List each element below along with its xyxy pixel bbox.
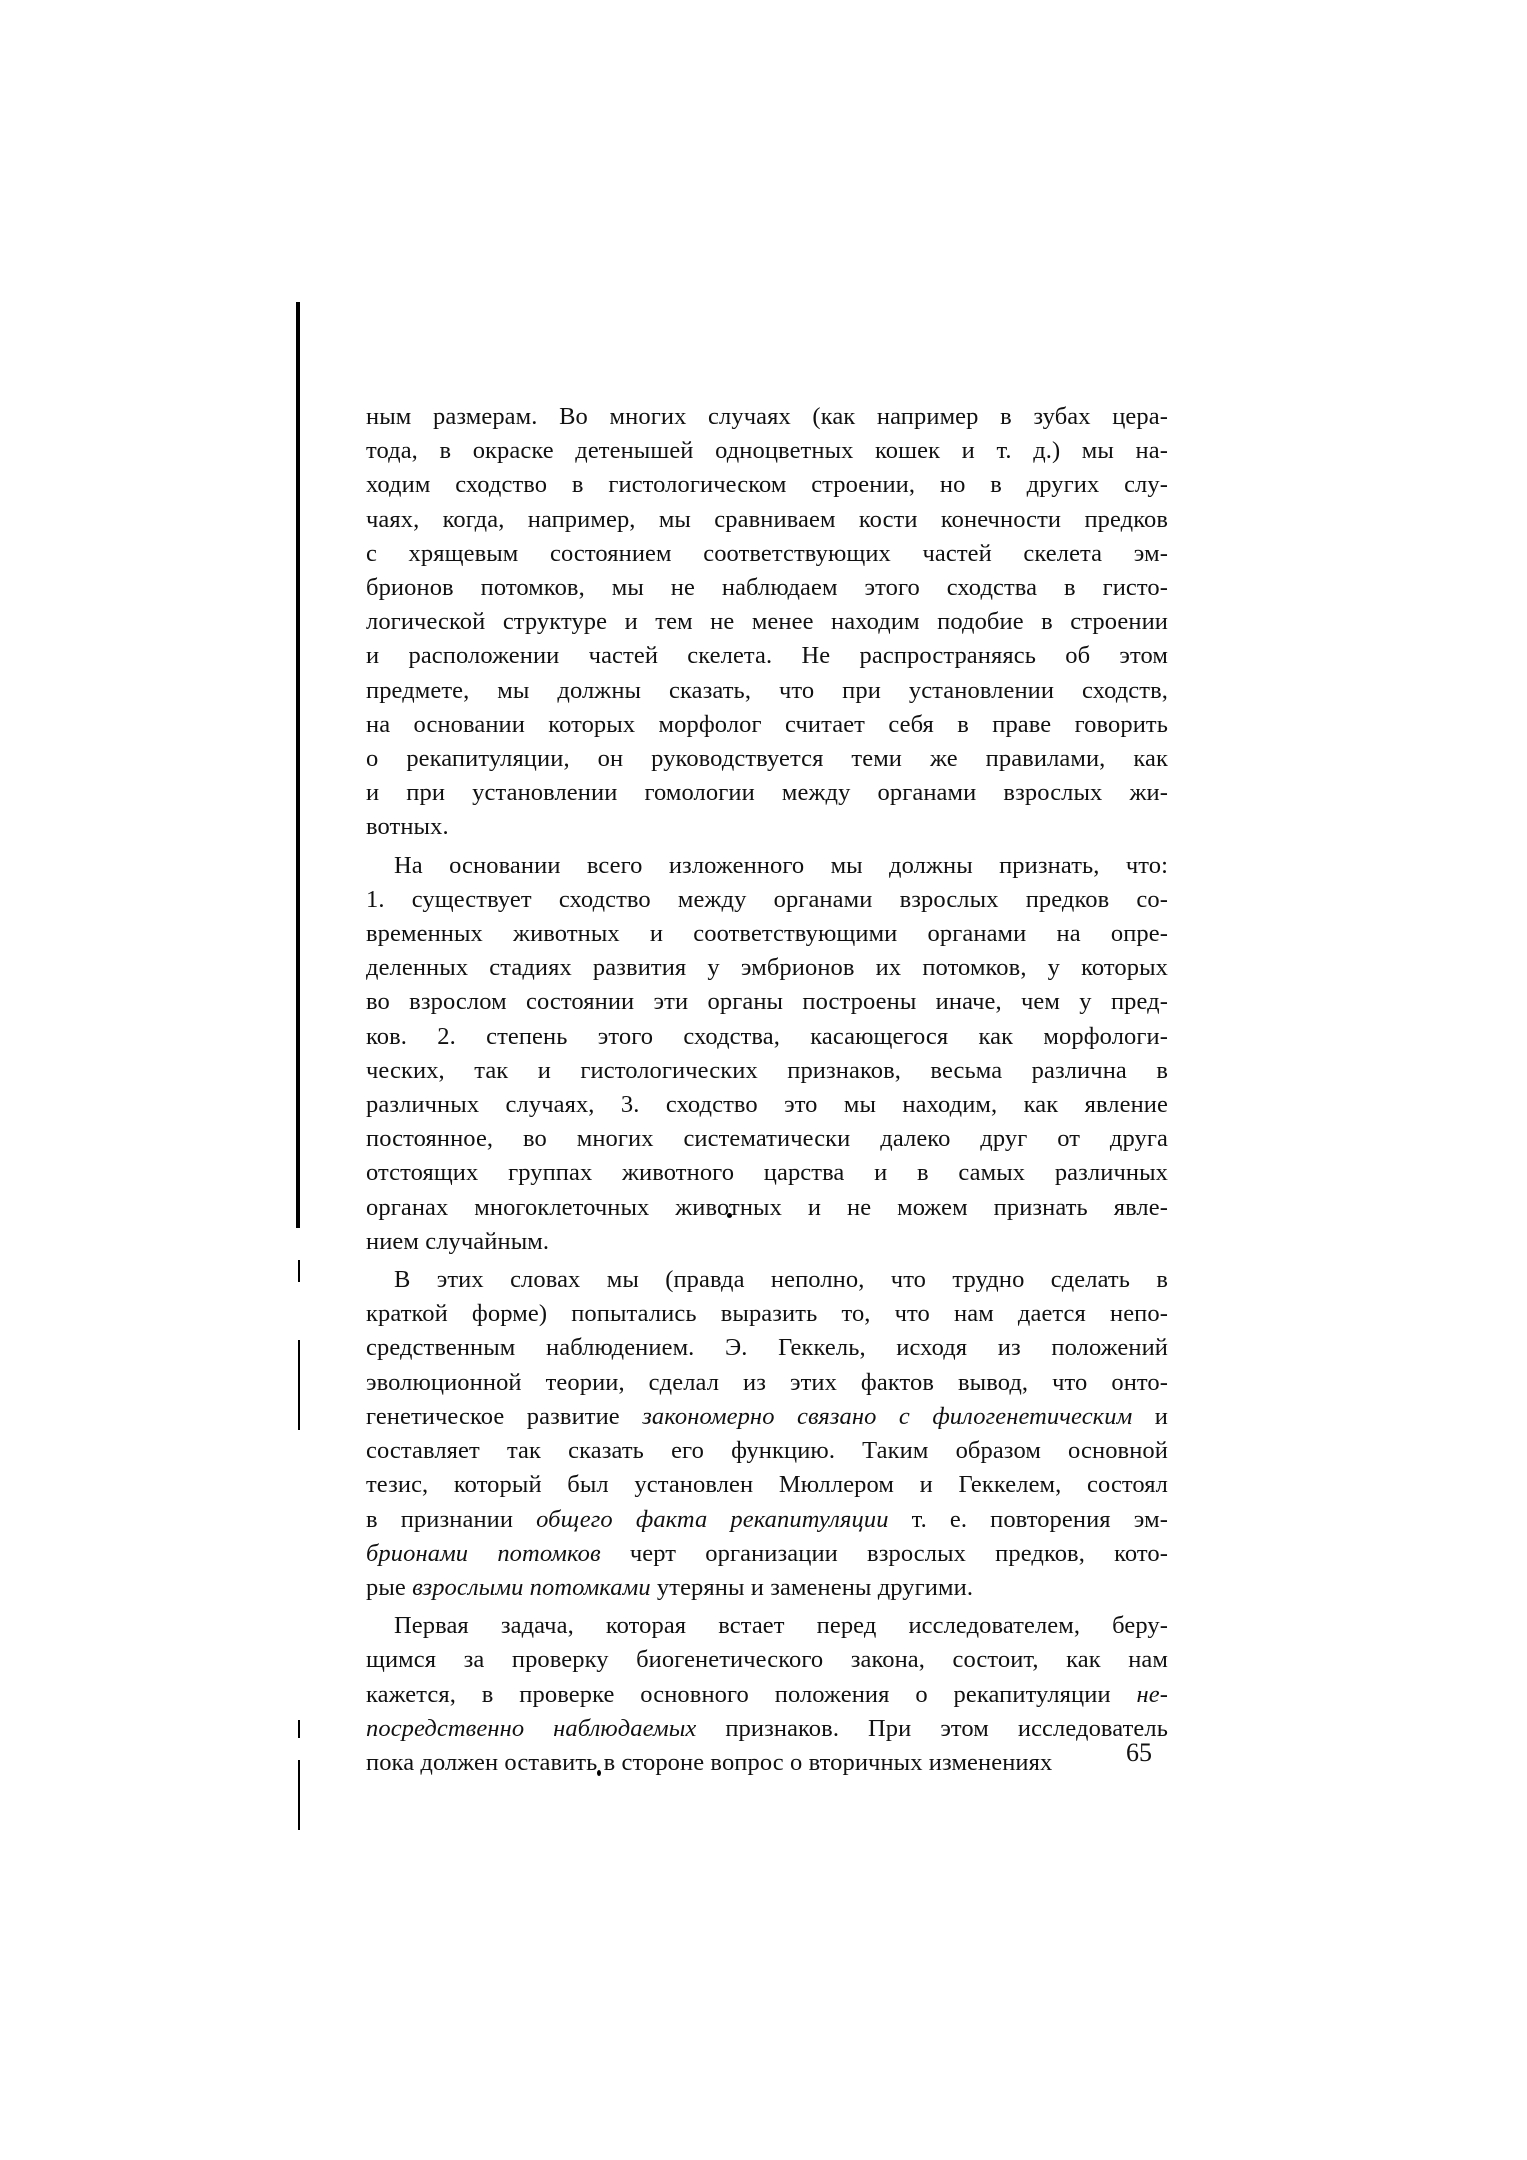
text-line-with-italic (366, 1712, 1168, 1746)
text-line-with-italic (366, 1678, 1168, 1712)
text-line: тезис, который был установлен Мюллером и Геккелем, состоял (366, 1471, 1168, 1499)
text-run: кажется, в проверке основного положения о рекапитуляции (366, 1680, 1137, 1708)
text-line: ков. 2. степень этого сходства, касающегося как морфологи- (366, 1022, 1168, 1050)
text-line: на основании которых морфолог считает себя в праве говорить (366, 710, 1168, 738)
text-line: деленных стадиях развития у эмбрионов их потомков, у которых (366, 954, 1168, 982)
text-line: эволюционной теории, сделал из этих фактов вывод, что онто- (366, 1368, 1168, 1396)
italic-phrase: взрослыми потомками (412, 1573, 651, 1601)
text-line: ходим сходство в гистологическом строении, но в других слу- (366, 471, 1168, 499)
text-line: нием случайным. (366, 1227, 550, 1255)
text-line: во взрослом состоянии эти органы построены иначе, чем у пред- (366, 988, 1168, 1016)
binding-edge-fragment (298, 1340, 300, 1430)
text-line: предмете, мы должны сказать, что при установлении сходств, (366, 676, 1168, 704)
text-run: генетическое развитие (366, 1402, 643, 1430)
text-line: логической структуре и тем не менее находим подобие в строении (366, 608, 1168, 636)
text-run: признаков. При этом исследователь (696, 1714, 1168, 1742)
text-run: и (1132, 1402, 1168, 1430)
text-line: средственным наблюдением. Э. Геккель, исходя из положений (366, 1334, 1168, 1362)
binding-edge-shadow (296, 302, 300, 1228)
text-line: временных животных и соответствующими органами на опре- (366, 920, 1168, 948)
text-line: На основании всего изложенного мы должны признать, что: (394, 851, 1168, 879)
text-line: В этих словах мы (правда неполно, что трудно сделать в (394, 1266, 1168, 1294)
text-line: вотных. (366, 813, 449, 841)
text-run: утеряны и заменены другими. (650, 1573, 974, 1601)
text-line-with-italic (366, 1503, 1168, 1537)
text-run: т. е. повторения эм- (888, 1505, 1168, 1533)
text-line: ческих, так и гистологических признаков, весьма различна в (366, 1056, 1168, 1084)
text-line: о рекапитуляции, он руководствуется теми же правилами, как (366, 745, 1168, 773)
paragraph-2 (366, 849, 1168, 1259)
text-line: краткой форме) попытались выразить то, что нам дается непо- (366, 1300, 1168, 1328)
page-number: 65 (1126, 1738, 1152, 1767)
text-line: чаях, когда, например, мы сравниваем кости конечности предков (366, 505, 1168, 533)
text-run: рые (366, 1573, 413, 1601)
text-line: пока должен оставить в стороне вопрос о вторичных изменениях (366, 1748, 1053, 1776)
text-line: органах многоклеточных животных и не можем признать явле- (366, 1193, 1168, 1221)
paragraph-1 (366, 400, 1168, 845)
text-line: брионов потомков, мы не наблюдаем этого сходства в гисто- (366, 574, 1168, 602)
text-line: с хрящевым состоянием соответствующих частей скелета эм- (366, 539, 1168, 567)
text-line: составляет так сказать его функцию. Таким образом основной (366, 1437, 1168, 1465)
italic-phrase: закономерно связано с филогенетическим (642, 1402, 1133, 1430)
text-line-with-italic (366, 1571, 1168, 1605)
text-line: Первая задача, которая встает перед исследователем, беру- (394, 1612, 1168, 1640)
text-line: 1. существует сходство между органами взрослых предков со- (366, 885, 1168, 913)
text-line: ным размерам. Во многих случаях (как например в зубах цера- (366, 403, 1168, 430)
text-line: и при установлении гомологии между органами взрослых жи- (366, 779, 1168, 807)
text-line-with-italic (366, 1537, 1168, 1571)
text-line: и расположении частей скелета. Не распространяясь об этом (366, 642, 1168, 670)
binding-edge-fragment (298, 1760, 300, 1830)
italic-phrase: не- (1136, 1680, 1168, 1708)
italic-phrase: общего факта рекапитуляции (536, 1505, 889, 1533)
italic-phrase: брионами потомков (366, 1539, 601, 1567)
binding-edge-fragment (298, 1720, 300, 1738)
text-line: различных случаях, 3. сходство это мы находим, как явление (366, 1091, 1168, 1119)
text-line: отстоящих группах животного царства и в самых различных (366, 1159, 1168, 1187)
binding-edge-fragment (298, 1260, 300, 1282)
body-text (366, 400, 1168, 1780)
paragraph-4 (366, 1609, 1168, 1780)
text-run: в признании (366, 1505, 537, 1533)
text-line: постоянное, во многих систематически далеко друг от друга (366, 1125, 1168, 1153)
italic-phrase: посредственно наблюдаемых (366, 1714, 697, 1742)
text-line: щимся за проверку биогенетического закона, состоит, как нам (366, 1646, 1168, 1674)
text-run: черт организации взрослых предков, кото- (600, 1539, 1168, 1567)
text-line-with-italic (366, 1400, 1168, 1434)
paragraph-3 (366, 1263, 1168, 1605)
text-line: тода, в окраске детенышей одноцветных кошек и т. д.) мы на- (366, 437, 1168, 465)
